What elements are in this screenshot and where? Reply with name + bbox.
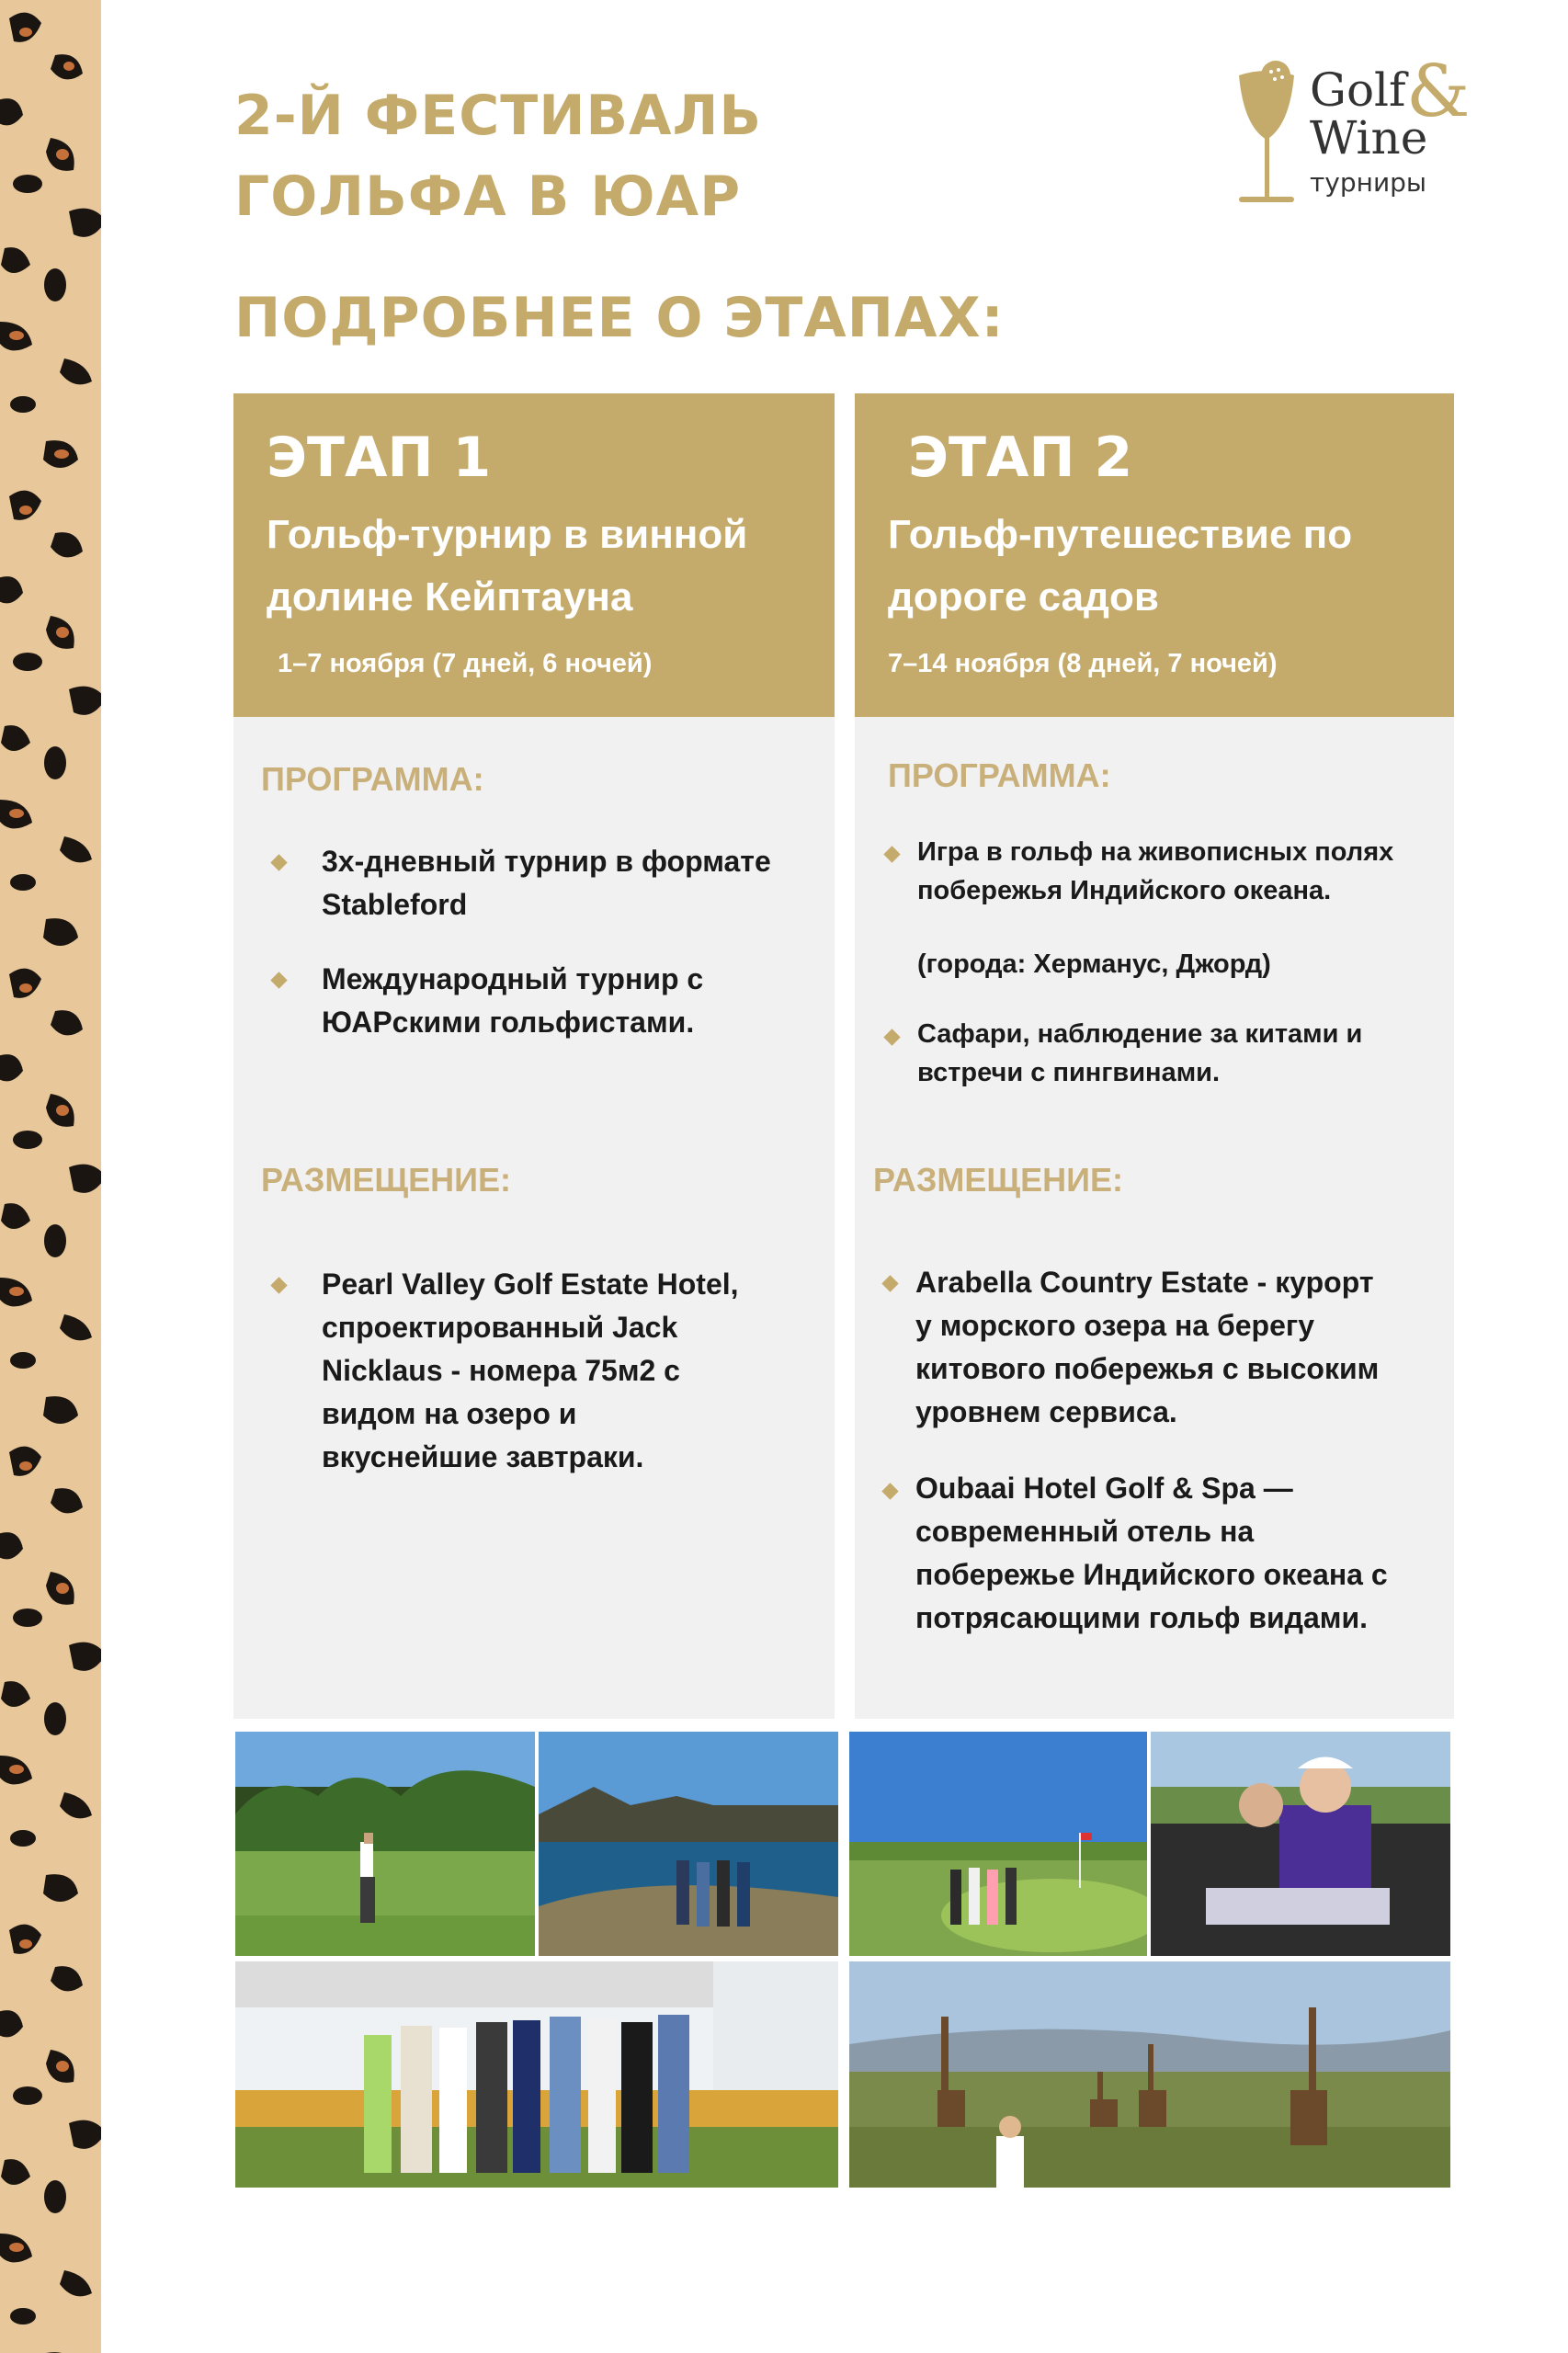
stage-2-program-note: (города: Херманус, Джорд) xyxy=(917,949,1271,979)
page-title xyxy=(234,75,762,237)
leopard-print-border xyxy=(0,0,101,2353)
accommodation-line: китового побережья с высоким xyxy=(915,1352,1380,1385)
stage-1-program-item xyxy=(322,958,818,1044)
program-item-line: Stableford xyxy=(322,888,468,921)
accommodation-line: видом на озеро и xyxy=(322,1397,577,1430)
stage-1-header xyxy=(233,393,835,717)
accommodation-line: современный отель на xyxy=(915,1515,1255,1548)
stage-1-program-item xyxy=(322,840,818,926)
bullet-diamond-icon xyxy=(270,1277,287,1293)
stage-2-accommodation-item xyxy=(915,1261,1449,1434)
stage-1-card xyxy=(233,393,835,1719)
stage-2-accommodation-item xyxy=(915,1467,1449,1640)
bullet-diamond-icon xyxy=(881,1483,898,1499)
title-line-2: ГОЛЬФА В ЮАР xyxy=(234,165,742,229)
stage-1-label: ЭТАП 1 xyxy=(267,426,492,490)
stage-1-dates: 1–7 ноября (7 дней, 6 ночей) xyxy=(278,649,653,678)
accommodation-line: побережье Индийского океана с xyxy=(915,1558,1388,1591)
program-item-line: 3х-дневный турнир в формате xyxy=(322,845,771,878)
accommodation-line: потрясающими гольф видами. xyxy=(915,1601,1368,1634)
accommodation-line: спроектированный Jack xyxy=(322,1311,678,1344)
program-item-line: побережья Индийского океана. xyxy=(917,876,1332,905)
stage-2-label: ЭТАП 2 xyxy=(908,426,1133,490)
stage-2-program-item xyxy=(917,833,1450,910)
stage-2-card xyxy=(855,393,1454,1719)
photo-group-at-cliff xyxy=(539,1732,838,1956)
accommodation-line: уровнем сервиса. xyxy=(915,1395,1177,1428)
stage-2-dates: 7–14 ноября (8 дней, 7 ночей) xyxy=(888,649,1278,678)
program-item-line: Международный турнир с xyxy=(322,962,704,995)
photo-golfer-tee-shot xyxy=(235,1732,535,1956)
stage-2-title xyxy=(888,504,1439,629)
stage-2-program-label: ПРОГРАММА: xyxy=(888,756,1111,794)
stage-2-title-line-1: Гольф-путешествие по xyxy=(888,512,1353,557)
accommodation-line: вкуснейшие завтраки. xyxy=(322,1440,644,1473)
accommodation-line: Oubaai Hotel Golf & Spa — xyxy=(915,1472,1293,1505)
bullet-diamond-icon xyxy=(881,1275,898,1291)
logo-wine-text: Wine xyxy=(1310,111,1428,165)
accommodation-line: Nicklaus - номера 75м2 с xyxy=(322,1354,680,1387)
program-item-line: ЮАРскими гольфистами. xyxy=(322,1006,695,1039)
stage-1-title-line-1: Гольф-турнир в винной xyxy=(267,512,748,557)
title-line-1: 2-Й ФЕСТИВАЛЬ xyxy=(234,84,763,148)
stage-1-program-label: ПРОГРАММА: xyxy=(261,760,484,798)
bullet-diamond-icon xyxy=(883,846,900,862)
stage-1-title xyxy=(267,504,818,629)
stage-1-accommodation-item xyxy=(322,1263,818,1479)
program-item-line: встречи с пингвинами. xyxy=(917,1058,1221,1087)
stage-1-accommodation-label: РАЗМЕЩЕНИЕ: xyxy=(261,1161,511,1199)
program-item-line: Сафари, наблюдение за китами и xyxy=(917,1019,1363,1049)
bullet-diamond-icon xyxy=(270,854,287,870)
photo-woman-with-giraffes xyxy=(849,1961,1450,2188)
stage-2-program-item xyxy=(917,1015,1450,1092)
accommodation-line: Pearl Valley Golf Estate Hotel, xyxy=(322,1267,739,1301)
logo-ampersand: & xyxy=(1406,51,1471,133)
photo-group-at-clubhouse xyxy=(235,1961,838,2188)
stage-1-title-line-2: долине Кейптауна xyxy=(267,574,633,620)
stage-2-accommodation-label: РАЗМЕЩЕНИЕ: xyxy=(873,1161,1123,1199)
bullet-diamond-icon xyxy=(883,1029,900,1045)
accommodation-line: Arabella Country Estate - курорт xyxy=(915,1266,1374,1299)
logo-golf-text: Golf xyxy=(1310,63,1406,117)
stage-2-header xyxy=(855,393,1454,717)
logo-subtitle: турниры xyxy=(1310,167,1427,198)
photo-women-in-golf-cart xyxy=(1151,1732,1450,1956)
stage-2-title-line-2: дороге садов xyxy=(888,574,1159,620)
photo-group-on-green xyxy=(849,1732,1147,1956)
section-heading: ПОДРОБНЕЕ О ЭТАПАХ: xyxy=(234,286,1005,350)
program-item-line: Игра в гольф на живописных полях xyxy=(917,837,1394,867)
bullet-diamond-icon xyxy=(270,972,287,988)
accommodation-line: у морского озера на берегу xyxy=(915,1309,1314,1342)
